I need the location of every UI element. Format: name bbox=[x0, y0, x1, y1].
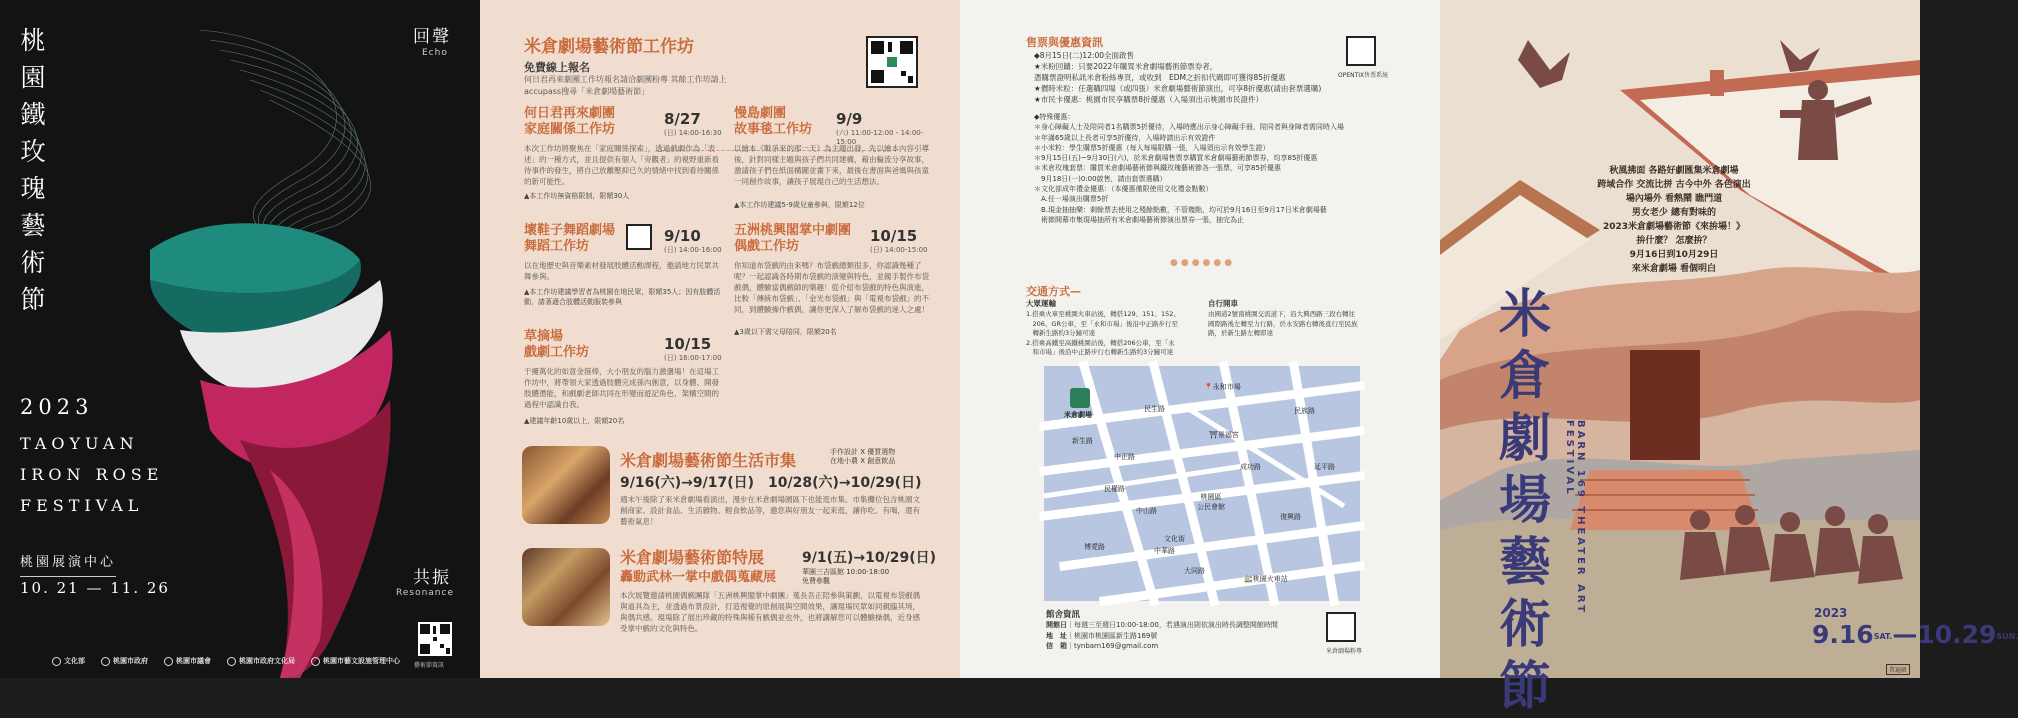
direction-line: 國際路後左轉至力行路，於永安路右轉後直行至民族 bbox=[1208, 319, 1358, 328]
end-date: 10.29 bbox=[1917, 620, 1997, 649]
ticket-line: ★市民卡優惠：桃園市民享購票8折優惠（入場須出示桃園市民證件） bbox=[1034, 95, 1263, 104]
workshop-note: ▲本工作坊無資格限制，限額30人 bbox=[524, 192, 630, 200]
exhibition-subtitle: 轟動武林一掌中戲偶蒐藏展 bbox=[620, 570, 777, 585]
market-title: 米倉劇場藝術節生活市集 bbox=[620, 451, 797, 470]
title-char: 術 bbox=[20, 248, 46, 277]
venue-info-title: 館舍資訊 bbox=[1046, 610, 1081, 620]
station-label-text: 桃園火車站 bbox=[1252, 575, 1288, 583]
road-label: 復興路 bbox=[1280, 513, 1301, 521]
english-title-line: TAOYUAN bbox=[20, 434, 139, 453]
special-line: ＊9月15日(五)~9月30日(六)，於米倉劇場售票享購買米倉劇場藝術節票券，均享85折優惠 bbox=[1034, 154, 1318, 163]
workshop-description: 本次工作坊將聚焦在「家庭關係探索」，透過戲劇作為「表述」的一種方式，並且提供有個人「旁觀者」的視野重新看待事件的發生，將自己放離壓抑已久的情緒中找到看待關係的新可能性。 bbox=[524, 144, 719, 186]
registration-text: 何日君再來劇團工作坊報名請洽劇團粉專 其餘工作坊請上accupass搜尋「米倉劇場藝術節」 bbox=[524, 75, 727, 96]
title-char: 瑰 bbox=[20, 174, 46, 203]
logo-mark-icon bbox=[52, 657, 61, 666]
workshop-date: 10/15 bbox=[664, 335, 712, 353]
sponsor-logo bbox=[50, 656, 87, 666]
logo-mark-icon bbox=[164, 657, 173, 666]
title-char: 場 bbox=[1498, 471, 1551, 531]
title-char: 鐵 bbox=[20, 100, 46, 129]
workshop-day: (日) bbox=[664, 354, 677, 362]
vertical-title bbox=[18, 22, 48, 318]
exhibition-fee: 免費參觀 bbox=[802, 577, 830, 585]
english-vertical-title: BARN 169 THEATER ART FESTIVAL bbox=[1564, 420, 1586, 615]
workshop-time bbox=[664, 245, 722, 255]
ticket-offers bbox=[1034, 50, 1334, 105]
special-offers bbox=[1034, 112, 1374, 225]
workshop-day: (日) bbox=[870, 246, 883, 254]
english-title bbox=[20, 428, 163, 521]
resonance-label-en: Resonance bbox=[396, 588, 454, 598]
workshop-date: 9/10 bbox=[664, 227, 701, 245]
exhibition-hours bbox=[802, 568, 889, 586]
special-line: A.任一場演出購票5折 bbox=[1034, 195, 1109, 204]
english-title-line: IRON ROSE bbox=[20, 465, 164, 484]
workshop-time bbox=[664, 128, 722, 138]
special-line: ＊小米粒：學生購票5折優惠（每人每場限購一張，入場須出示有效學生證） bbox=[1034, 143, 1270, 152]
festival-dates: 10. 21 — 11. 26 bbox=[20, 579, 170, 597]
workshop-title bbox=[524, 223, 615, 255]
echo-label-en: Echo bbox=[422, 48, 448, 58]
barn-vertical-title bbox=[1494, 284, 1556, 718]
title-char: 倉 bbox=[1498, 347, 1551, 407]
market-photo bbox=[522, 446, 610, 524]
message-line: 男女老少 總有對味的 bbox=[1631, 208, 1717, 218]
workshop-note: ▲本工作坊建議學習者為桃園在地民眾，限額35人；因有肢體活動，請著適合肢體活動服裝參與 bbox=[524, 288, 721, 306]
exhibition-description: 本次展覽邀請桃園偶戲團隊「五洲桃興閣掌中劇團」蒐長吾正陪參與策劃，以電視布袋戲偶與道具為主，並透過布景設計，打造視覺的原創展與空間效果，讓現場民眾如同親臨其境，與偶共感。現場除了展出珍藏的特殊與稀有戲偶並也外，也將講解您可以體驗操偶，近身感受掌中戲的文化與特色。 bbox=[620, 591, 920, 633]
venue-info-row[interactable]: 信 箱｜tynbarn169@gmail.com bbox=[1046, 642, 1159, 650]
direction-line: 由國道2號南桃園交流道下，沿大興西路三段右轉往 bbox=[1208, 310, 1356, 318]
ticket-line: 憑購票證明私訊米倉粉絲專頁，或收到 EDM之折扣代碼即可獲得85折優惠 bbox=[1034, 73, 1286, 82]
exhibition-photo bbox=[522, 548, 610, 626]
logo-mark-icon bbox=[227, 657, 236, 666]
resonance-label: 共振 bbox=[413, 568, 451, 588]
workshop-note: ▲本工作坊建議5-9歲兒童參與，限額12位 bbox=[734, 201, 865, 209]
road-label: 延平路 bbox=[1314, 463, 1335, 471]
message-line: 2023米倉劇場藝術節《來拚場！》 bbox=[1602, 222, 1746, 232]
title-char: 劇 bbox=[1498, 409, 1551, 469]
end-day: SUN. bbox=[1996, 631, 2018, 641]
barn-festival-poster-panel bbox=[1440, 0, 2018, 717]
ticket-line: ◆8月15日(二)12:00全面啟售 bbox=[1034, 51, 1135, 60]
workshops-heading: 米倉劇場藝術節工作坊 bbox=[524, 37, 694, 57]
market-label-text: 永和市場 bbox=[1212, 383, 1241, 391]
direction-line: 2.搭乘高鐵至高鐵桃園站後，轉搭206公車，至「永 bbox=[1026, 338, 1175, 347]
info-label: 信 箱 bbox=[1046, 642, 1067, 650]
start-date: 9.16 bbox=[1812, 620, 1874, 649]
info-label: 地 址 bbox=[1046, 631, 1067, 640]
direction-line: 1.搭乘火車至桃園火車站後，轉搭129、151、152、 bbox=[1026, 310, 1180, 318]
english-title-line: FESTIVAL bbox=[20, 496, 144, 515]
sponsor-logo bbox=[225, 656, 297, 666]
special-line: ＊年滿65歲以上長者可享5折優待，入場時請出示有效證件 bbox=[1034, 133, 1216, 142]
temple-label-text: 景福宮 bbox=[1217, 431, 1239, 439]
road-label: 民生路 bbox=[1144, 405, 1165, 413]
map-theater-label: 米倉劇場 bbox=[1064, 411, 1092, 419]
workshop-description: 以在地歷史與音樂素材發展肢體活動課程，邀請地方民眾共舞參與。 bbox=[524, 261, 719, 281]
title-char: 桃 bbox=[20, 26, 46, 55]
sponsor-name: 桃園市藝文設施管理中心 bbox=[323, 657, 400, 665]
venue-info bbox=[1046, 620, 1326, 652]
workshop-company: 壞鞋子舞蹈劇場 bbox=[524, 223, 616, 238]
exhibition-title: 米倉劇場藝術節特展 bbox=[620, 548, 765, 567]
market-tags bbox=[830, 448, 895, 466]
market-dates: 9/16(六)→9/17(日) 10/28(六)→10/29(日) bbox=[620, 475, 922, 491]
info-label: 開館日 bbox=[1046, 621, 1067, 629]
mass-transit-directions bbox=[1026, 310, 1206, 358]
workshop-hours: 14:00-15:00 bbox=[884, 246, 928, 254]
message-line: 跨域合作 交流比拼 古今中外 各色演出 bbox=[1597, 180, 1751, 190]
title-char: 藝 bbox=[1498, 533, 1551, 593]
workshop-title bbox=[734, 223, 851, 255]
sponsor-logo bbox=[309, 656, 402, 666]
exhibition-dates: 9/1(五)→10/29(日) bbox=[802, 550, 936, 566]
road-label: 新生路 bbox=[1072, 437, 1093, 445]
workshops-panel bbox=[480, 0, 960, 678]
title-char: 節 bbox=[20, 285, 46, 314]
road-label: 民族路 bbox=[1294, 407, 1315, 415]
sponsor-name: 桃園市政府 bbox=[113, 657, 148, 665]
workshop-hours: 14:00-16:30 bbox=[678, 129, 722, 137]
special-offers-title: ◆特殊優惠： bbox=[1034, 113, 1075, 121]
workshop-company: 五洲桃興閣掌中劇團 bbox=[734, 223, 852, 238]
workshop-date: 10/15 bbox=[870, 227, 918, 245]
special-line: ＊米倉玫瑰套票：購買米倉劇場藝術節與鐵玫瑰藝術節各一張票，可享85折優惠 bbox=[1034, 164, 1281, 173]
rating-badge: 普遍級 bbox=[1886, 664, 1910, 675]
workshop-note: ▲建議年齡10歲以上，限額20名 bbox=[524, 417, 625, 425]
sponsor-name: 桃園市議會 bbox=[176, 657, 211, 665]
ticket-line: ★價時米粒：任選購四場（或四張）米倉劇場藝術節演出，可享8折優惠(請由套票選購) bbox=[1034, 84, 1322, 93]
workshop-hours: 11:00-12:00・14:00-15:00 bbox=[836, 129, 924, 146]
market-tag: 手作設計 X 優質選物 bbox=[830, 448, 896, 456]
special-line: ＊身心障礙人士及陪同者1名購票5折優待，入場時應出示身心障礙手冊，陪同者與身障者需同時入場 bbox=[1034, 123, 1344, 132]
qr-caption: OPENTIX售票系統 bbox=[1338, 72, 1389, 79]
iron-rose-poster-panel bbox=[0, 0, 480, 678]
sponsor-logo bbox=[99, 656, 150, 666]
email-link[interactable]: tynbarn169@gmail.com bbox=[1074, 642, 1159, 650]
workshop-date: 8/27 bbox=[664, 110, 701, 128]
exhibition-place: 華園三吉區館 10:00-18:00 bbox=[802, 568, 890, 576]
market-tag: 在地小農 X 創意飲品 bbox=[830, 457, 896, 465]
transport-title: 交通方式— bbox=[1026, 285, 1081, 298]
workshop-company: 慢島劇團 bbox=[734, 106, 787, 121]
title-char: 玫 bbox=[20, 137, 46, 166]
sponsor-logo bbox=[162, 656, 213, 666]
qr-code-icon[interactable] bbox=[1326, 612, 1356, 642]
workshop-date: 9/9 bbox=[836, 110, 863, 128]
title-char: 術 bbox=[1498, 595, 1551, 655]
workshop-name: 家庭關係工作坊 bbox=[524, 122, 616, 137]
road-label: 博愛路 bbox=[1084, 543, 1105, 551]
tickets-transport-panel bbox=[960, 0, 1440, 678]
workshop-title bbox=[524, 106, 615, 138]
qr-code-icon[interactable] bbox=[866, 36, 918, 88]
registration-title: 免費線上報名 bbox=[524, 61, 590, 74]
qr-code-icon[interactable] bbox=[418, 622, 452, 656]
road-label: 大同路 bbox=[1184, 567, 1205, 575]
title-char: 米 bbox=[1498, 285, 1551, 345]
workshop-company: 草摘場 bbox=[524, 329, 564, 344]
title-char: 園 bbox=[20, 63, 46, 92]
workshop-day: (日) bbox=[664, 246, 677, 254]
qr-code-icon[interactable] bbox=[1346, 36, 1376, 66]
workshop-hours: 16:00-17:00 bbox=[678, 354, 722, 362]
ticket-line: ★米粉回饋：只要2022年購買米倉劇場藝術節票券者， bbox=[1034, 62, 1218, 71]
workshop-title bbox=[524, 329, 589, 361]
qr-caption: 米倉劇場粉專 bbox=[1326, 648, 1363, 655]
mass-transit-title: 大眾運輸 bbox=[1026, 299, 1056, 308]
festival-message bbox=[1574, 164, 1774, 276]
info-value: 每週三至週日10:00-18:00，若遇演出則依演出時長調整開館時間 bbox=[1074, 621, 1278, 629]
road-label: 文化街 bbox=[1164, 535, 1185, 543]
workshop-name: 故事毯工作坊 bbox=[734, 122, 813, 137]
direction-line: 轉新生路約3分鐘可達 bbox=[1026, 329, 1096, 337]
road-label: 民權路 bbox=[1104, 485, 1125, 493]
logo-mark-icon bbox=[311, 657, 320, 666]
echo-label: 回聲 bbox=[413, 27, 451, 47]
map-hall-label: 桃園區 公民會館 bbox=[1197, 493, 1225, 511]
message-line: 場內場外 看熱鬧 瞧門道 bbox=[1625, 194, 1723, 204]
start-day: SAT. bbox=[1873, 631, 1893, 641]
barn-year: 2023 bbox=[1814, 606, 1848, 620]
barn-dates: 9.16SAT.—10.29SUN. bbox=[1812, 620, 2018, 649]
workshop-name: 偶戲工作坊 bbox=[734, 239, 800, 254]
direction-line: 206、GR公車，至「永和市場」後沿中正路步行至 bbox=[1026, 319, 1178, 328]
road-label: 成功路 bbox=[1240, 463, 1261, 471]
workshop-title bbox=[734, 106, 812, 138]
road-label: 中華路 bbox=[1154, 547, 1175, 555]
section-divider-dots: ●●●●●● bbox=[1170, 258, 1236, 268]
workshop-company: 何日君再來劇團 bbox=[524, 106, 616, 121]
workshop-description: 你知道布袋戲的由來嗎？布袋戲總類很多，你認識幾種了呢？一起認識各時期布袋戲的演變與特色，並親手製作布袋戲偶，體驗當偶戲師的樂趣！從介紹布袋戲的特色與演進，比較「傳統布袋戲」、「金光布袋戲」與「電視布袋戲」的不同，到體驗操作戲偶，讓你更深入了解布袋戲的迷人之處！ bbox=[734, 261, 929, 314]
sponsor-name: 文化部 bbox=[64, 657, 85, 665]
driving-title: 自行開車 bbox=[1208, 299, 1238, 308]
workshop-day: (日) bbox=[664, 129, 677, 137]
location-map[interactable] bbox=[1044, 366, 1360, 601]
workshop-hours: 14:00-16:00 bbox=[678, 246, 722, 254]
workshop-time bbox=[664, 353, 722, 363]
map-market-label: 📍永和市場 bbox=[1204, 383, 1241, 391]
road-label: 中山路 bbox=[1136, 507, 1157, 515]
workshop-time bbox=[870, 245, 928, 255]
map-station-label: 🚉桃園火車站 bbox=[1244, 575, 1288, 583]
ticket-section-title: 售票與優惠資訊 bbox=[1026, 36, 1103, 49]
theater-logo-icon bbox=[1070, 388, 1090, 408]
sponsor-name: 桃園市政府文化局 bbox=[239, 657, 295, 665]
special-line: B.現金抽抽樂：剩餘票去使用之殘餘點數，不管幾點，均可於9月16日至9月17日米倉劇場藝 bbox=[1034, 205, 1327, 214]
special-line: 9月18日(一)0:00啟售，請由套票選購） bbox=[1034, 174, 1167, 183]
info-value: 桃園市桃園區新生路169號 bbox=[1074, 631, 1158, 640]
message-line: 拚什麼？ 怎麼拚？ bbox=[1636, 236, 1712, 246]
venue-name: 桃園展演中心 bbox=[20, 551, 116, 577]
message-line: 9月16日到10月29日 bbox=[1629, 250, 1719, 260]
special-line: ＊文化部成年禮金優惠：（本優惠僅限使用文化禮金點數） bbox=[1034, 185, 1213, 194]
qr-caption: 藝術節資訊 bbox=[414, 662, 445, 669]
special-line: 術節開幕市集現場抽所有米倉劇場藝術節演出票券一張，抽完為止 bbox=[1034, 215, 1244, 224]
venue-info-row: 開館日｜每週三至週日10:00-18:00，若遇演出則依演出時長調整開館時間 bbox=[1046, 621, 1278, 629]
workshop-day: (六) bbox=[836, 129, 849, 137]
venue-info-row: 地 址｜桃園市桃園區新生路169號 bbox=[1046, 631, 1158, 640]
direction-line: 和市場」後沿中正路步行右轉新生路約3分鐘可達 bbox=[1026, 348, 1174, 356]
logo-mark-icon bbox=[101, 657, 110, 666]
market-description: 週末午後除了來米倉劇場看演出，漫步在米倉劇場園區下也能逛市集。市集攤位包含桃園文創商家、設計食品、生活雜物、輕食飲品等，邀您與好朋友一起來逛，讓你吃、有喝，還有藝術氣息！ bbox=[620, 495, 920, 526]
workshop-description: 干擾萬化的如意金箍棒，大小朋友的腦力激盪場！在這場工作坊中，將帶領大家透過肢體完成孫內創意，以身體、開發肢體潛能，和戲劇老師共同在形變而遊記角色、架構空間的過程中認識自我。 bbox=[524, 367, 719, 409]
road-label: 中正路 bbox=[1114, 453, 1135, 461]
map-temple-label: ⛩景福宮 bbox=[1209, 431, 1239, 439]
workshop-name: 舞蹈工作坊 bbox=[524, 239, 590, 254]
message-line: 秋風拂面 各路好劇匯集米倉劇場 bbox=[1609, 166, 1739, 176]
workshop-note: ▲3歲以下需父母陪同，限額20名 bbox=[734, 328, 837, 336]
workshop-description: 以繪本《戰爭來的那一天》為主題出發，先以繪本內容引導後，針對同樣主題與孩子們共同建構，藉由輪流分享故事，激請孩子們在紙面構圖並畫下來，最後在書面與爸媽與孩童一同創作故事，讓孩子展現自己的生活想法。 bbox=[734, 144, 929, 186]
message-line: 來米倉劇場 看個明白 bbox=[1631, 264, 1717, 274]
sponsor-logos bbox=[50, 656, 402, 666]
direction-line: 路，於新生路左轉即達 bbox=[1208, 329, 1273, 337]
title-char: 節 bbox=[1498, 657, 1551, 717]
workshop-name: 戲劇工作坊 bbox=[524, 345, 590, 360]
festival-year: 2023 bbox=[20, 395, 94, 419]
qr-code-icon[interactable] bbox=[626, 224, 652, 250]
driving-directions bbox=[1208, 310, 1388, 339]
title-char: 藝 bbox=[20, 211, 46, 240]
